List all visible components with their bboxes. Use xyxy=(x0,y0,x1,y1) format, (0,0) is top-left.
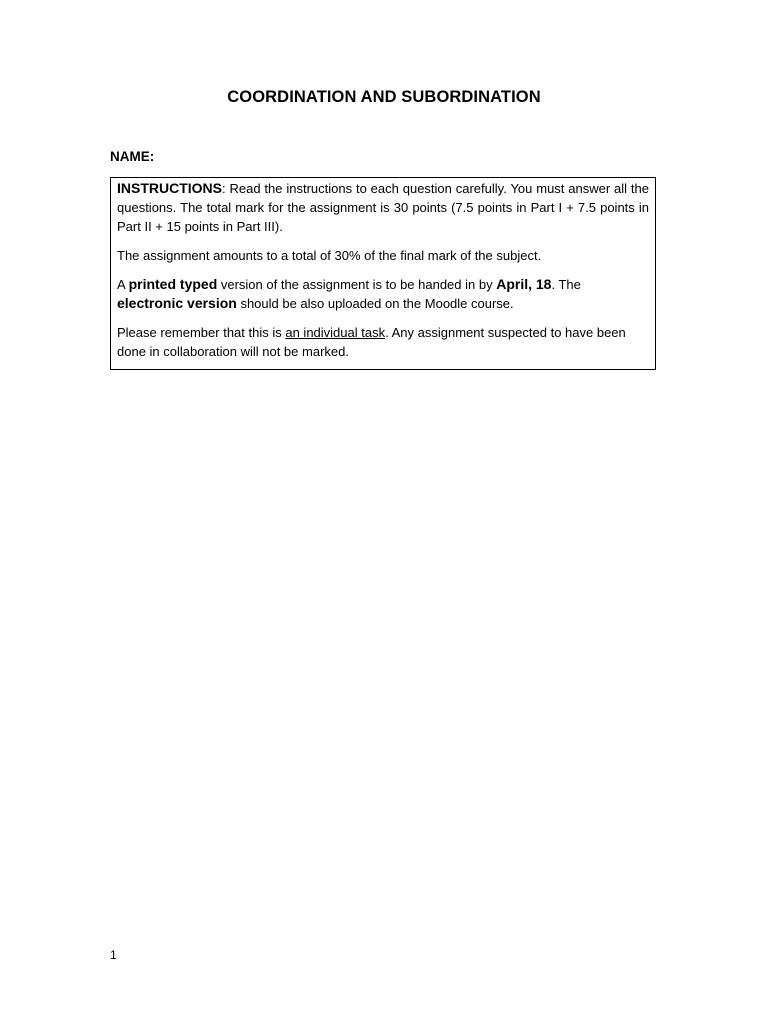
due-date-emphasis: April, 18 xyxy=(496,276,552,292)
instructions-paragraph-4 xyxy=(117,323,649,361)
electronic-version-emphasis: electronic version xyxy=(117,295,237,311)
instructions-text-2: The assignment amounts to a total of 30% of the final mark of the subject. xyxy=(117,248,542,263)
instructions-text-4b: . Any assignment suspected to have been done in collaboration will not be marked. xyxy=(117,325,626,359)
document-title: COORDINATION AND SUBORDINATION xyxy=(227,88,541,106)
instructions-box xyxy=(110,177,656,370)
instructions-text-1: : Read the instructions to each question carefully. You must answer all the questions. The total mark for the assignment is 30 points (7.5 points in Part I + 7.5 points in Part II + 15 points in Part III). xyxy=(117,181,649,234)
instructions-paragraph-1 xyxy=(117,179,649,236)
instructions-text-3a: A xyxy=(117,277,129,292)
instructions-paragraph-2 xyxy=(117,246,649,265)
name-label: NAME: xyxy=(110,149,155,164)
individual-task-emphasis: an individual task xyxy=(285,325,386,340)
instructions-text-4a: Please remember that this is xyxy=(117,325,286,340)
page-number: 1 xyxy=(110,948,117,962)
instructions-heading: INSTRUCTIONS xyxy=(117,180,222,196)
printed-typed-emphasis: printed typed xyxy=(128,276,218,292)
instructions-paragraph-3 xyxy=(117,275,649,313)
instructions-text-3d: should be also uploaded on the Moodle course. xyxy=(236,296,514,311)
instructions-text-3c: . The xyxy=(551,277,581,292)
instructions-text-3b: version of the assignment is to be handed in by xyxy=(217,277,497,292)
